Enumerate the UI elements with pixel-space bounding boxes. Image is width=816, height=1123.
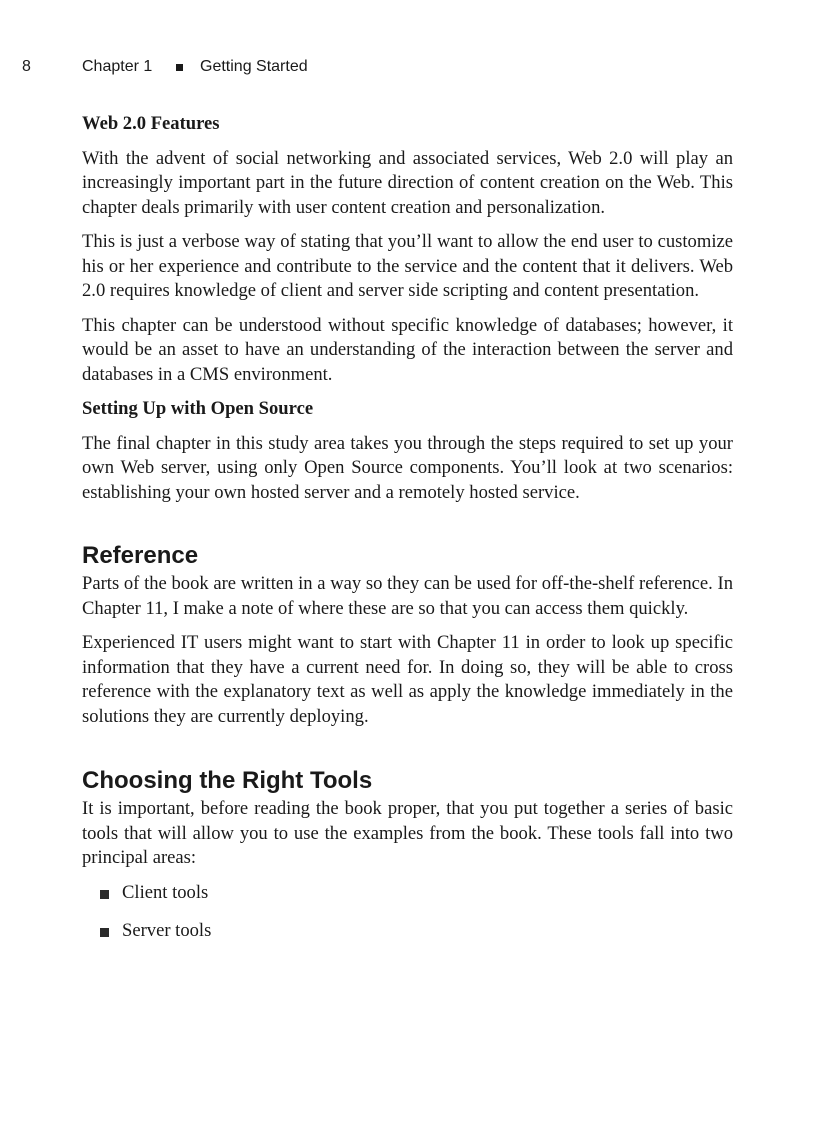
tools-paragraph: It is important, before reading the book proper, that you put together a series of basic tools that will allow you to use the examples from the book. These tools fall into two principal areas: [82,798,733,868]
chapter-label: Chapter 1 [82,58,153,75]
web20-paragraph-2: This is just a verbose way of stating that you’ll want to allow the end user to customize his or her experience and contribute to the service and the content that it delivers. Web 2.0 requires knowledge of client and server side scripting and content presentation. [82,231,733,301]
section-spacer [82,515,733,542]
open-source-heading: Setting Up with Open Source [82,398,314,419]
tools-heading: Choosing the Right Tools [82,767,373,794]
web20-paragraph-3: This chapter can be understood without specific knowledge of databases; however, it would be an asset to have an understanding of the interaction between the server and databases in a CMS environment. [82,314,733,385]
page-number: 8 [22,58,31,75]
list-item [100,919,733,944]
section-spacer [82,739,733,767]
list-item-label: Server tools [122,920,212,941]
tools-list [82,881,733,944]
open-source-paragraph: The final chapter in this study area takes you through the steps required to set up your own Web server, using only Open Source components. You’ll look at two scenarios: establishing your own hosted server and a remotely hosted service. [82,432,733,503]
reference-heading: Reference [82,542,199,569]
list-item [100,881,733,906]
page-body [82,112,733,958]
chapter-title: Getting Started [200,58,308,75]
reference-paragraph-1: Parts of the book are written in a way so they can be used for off-the-shelf reference. In Chapter 11, I make a note of where these are so that you can access them quickly. [82,573,733,619]
web20-heading: Web 2.0 Features [82,113,220,134]
separator-square-icon [176,64,183,71]
square-bullet-icon [100,890,109,899]
reference-paragraph-2: Experienced IT users might want to start with Chapter 11 in order to look up specific information that they have a current need for. In doing so, they will be able to cross reference with the explanatory text as well as apply the knowledge immediately in the solutions they are currently deploying. [82,632,733,727]
running-head [0,58,816,78]
web20-paragraph-1: With the advent of social networking and associated services, Web 2.0 will play an increasingly important part in the future direction of content creation on the Web. This chapter deals primarily with user content creation and personalization. [82,147,733,218]
list-item-label: Client tools [122,881,209,903]
square-bullet-icon [100,928,109,937]
